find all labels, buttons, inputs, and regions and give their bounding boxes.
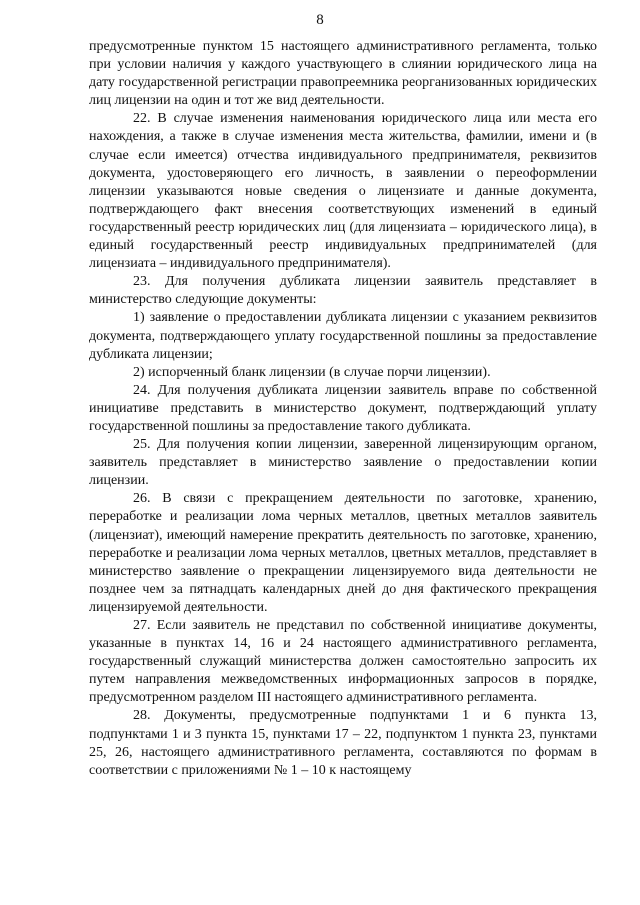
paragraph-23-item-1: 1) заявление о предоставлении дубликата лицензии с указанием реквизитов документа, подтверждающего уплату государственной пошлины за предоставление дубликата лицензии; <box>89 310 597 362</box>
paragraph-22: 22. В случае изменения наименования юридического лица или места его нахождения, а также в случае изменения места жительства, фамилии, имени и (в случае если имеется) отчества индивидуального предпринимателя, реквизитов документа, удостоверяющего его личность, в заявлении о переоформлении лицензии указываются новые сведения о лицензиате и данные документа, подтверждающего факт внесения соответствующих изменений в единый государственный реестр юридических лиц (для лицензиата – юридического лица), в единый государственный реестр индивидуальных предпринимателей (для лицензиата – индивидуального предпринимателя). <box>89 111 597 272</box>
paragraph-continuation: предусмотренные пунктом 15 настоящего административного регламента, только при условии наличия у каждого участвующего в слиянии юридического лица на дату государственной регистрации правопреемника реорганизованных юридических лиц лицензии на один и тот же вид деятельности. <box>89 39 597 109</box>
page-number: 8 <box>316 12 324 28</box>
document-body <box>89 38 597 780</box>
paragraph-24: 24. Для получения дубликата лицензии заявитель вправе по собственной инициативе представить в министерство документ, подтверждающий уплату государственной пошлины за предоставление такого дубликата. <box>89 382 597 434</box>
paragraph-23: 23. Для получения дубликата лицензии заявитель представляет в министерство следующие документы: <box>89 274 597 308</box>
paragraph-26: 26. В связи с прекращением деятельности по заготовке, хранению, переработке и реализации лома черных металлов, цветных металлов заявитель (лицензиат), имеющий намерение прекратить деятельность по заготовке, хранению, переработке и реализации лома черных металлов, цветных металлов, представляет в министерство заявление о прекращении лицензируемого вида деятельности не позднее чем за пятнадцать календарных дней до дня фактического прекращения лицензируемой деятельности. <box>89 491 597 615</box>
paragraph-23-item-2: 2) испорченный бланк лицензии (в случае порчи лицензии). <box>133 364 491 380</box>
paragraph-28: 28. Документы, предусмотренные подпунктами 1 и 6 пункта 13, подпунктами 1 и 3 пункта 15, пунктами 17 – 22, подпунктом 1 пункта 23, пунктами 25, 26, настоящего административного регламента, составляются по формам в соответствии с приложениями № 1 – 10 к настоящему <box>89 708 597 778</box>
paragraph-25: 25. Для получения копии лицензии, заверенной лицензирующим органом, заявитель представляет в министерство заявление о предоставлении копии лицензии. <box>89 437 597 489</box>
paragraph-27: 27. Если заявитель не представил по собственной инициативе документы, указанные в пунктах 14, 16 и 24 настоящего административного регламента, государственный служащий министерства должен самостоятельно запросить их путем направления межведомственных информационных запросов в порядке, предусмотренном разделом III настоящего административного регламента. <box>89 618 597 706</box>
